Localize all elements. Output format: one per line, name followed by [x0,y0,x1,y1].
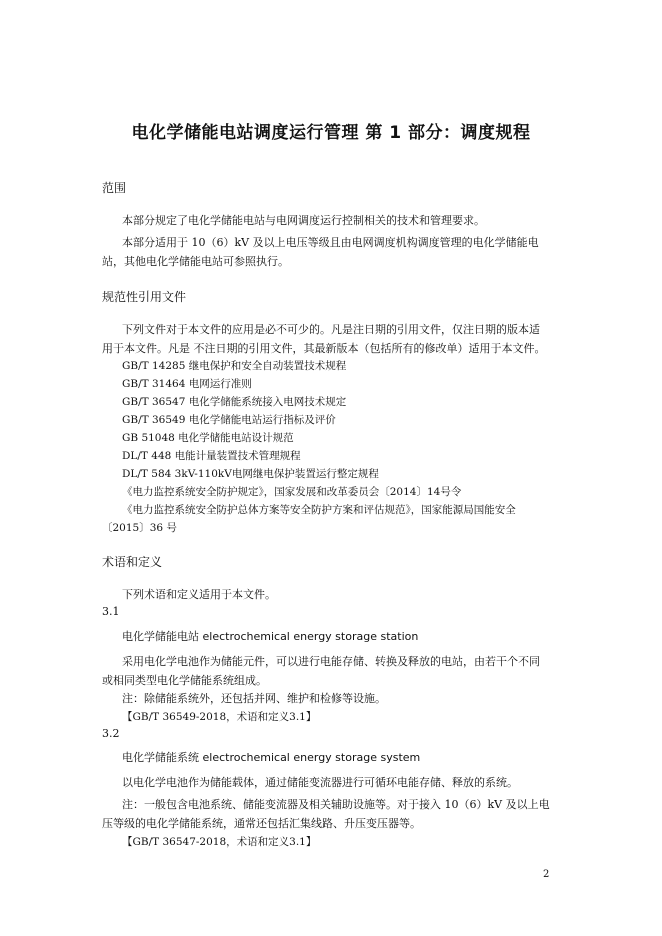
term-name: 电化学储能系统 electrochemical energy storage system [122,751,421,764]
term-source: 【GB/T 36549-2018，术语和定义3.1】 [122,711,317,723]
page-number: 2 [543,869,550,880]
term-definition-line-2: 或相同类型电化学储能系统组成。 [102,674,267,687]
references-intro-line-2: 用于本文件。凡是 不注日期的引用文件，其最新版本（包括所有的修改单）适用于本文件。 [102,342,546,355]
reference-item: GB/T 36549 电化学储能电站运行指标及评价 [122,414,336,426]
scope-paragraph-1: 本部分规定了电化学储能电站与电网调度运行控制相关的技术和管理要求。 [122,214,485,227]
reference-item: DL/T 448 电能计量装置技术管理规程 [122,450,301,462]
term-note: 注：除储能系统外，还包括并网、维护和检修等设施。 [122,692,386,705]
scope-paragraph-2-line-2: 站，其他电化学储能电站可参照执行。 [102,255,289,268]
reference-item: DL/T 584 3kV-110kV电网继电保护装置运行整定规程 [122,468,379,480]
page-title: 电化学储能电站调度运行管理 第 1 部分：调度规程 [131,123,531,143]
reference-item: GB 51048 电化学储能电站设计规范 [122,432,294,444]
section-heading-scope: 范围 [102,181,127,195]
terms-intro: 下列术语和定义适用于本文件。 [122,588,276,601]
term-note-line-2: 压等级的电化学储能系统，通常还包括汇集线路、升压变压器等。 [102,817,421,830]
term-number: 3.1 [102,605,120,618]
term-definition-line-1: 采用电化学电池作为储能元件，可以进行电能存储、转换及释放的电站，由若干个不同 [122,655,540,668]
reference-item: GB/T 36547 电化学储能系统接入电网技术规定 [122,396,347,408]
term-definition: 以电化学电池作为储能载体，通过储能变流器进行可循环电能存储、释放的系统。 [122,776,518,789]
term-name: 电化学储能电站 electrochemical energy storage station [122,630,419,643]
term-source: 【GB/T 36547-2018，术语和定义3.1】 [122,836,317,848]
section-heading-normative-references: 规范性引用文件 [102,290,187,304]
scope-paragraph-2-line-1: 本部分适用于 10（6）kV 及以上电压等级且由电网调度机构调度管理的电化学储能电 [122,236,539,249]
term-note-line-1: 注：一般包含电池系统、储能变流器及相关辅助设施等。对于接入 10（6）kV 及以上电 [122,798,550,811]
reference-item: 《电力监控系统安全防护总体方案等安全防护方案和评估规范》，国家能源局国能安全 [122,504,516,516]
term-number: 3.2 [102,727,120,740]
reference-item: GB/T 31464 电网运行准则 [122,378,252,390]
reference-item: GB/T 14285 继电保护和安全自动装置技术规程 [122,360,347,372]
section-heading-terms-definitions: 术语和定义 [102,555,163,569]
reference-item-continuation: 〔2015〕36 号 [102,522,177,534]
references-intro-line-1: 下列文件对于本文件的应用是必不可少的。凡是注日期的引用文件，仅注日期的版本适 [122,323,540,336]
reference-item: 《电力监控系统安全防护规定》，国家发展和改革委员会〔2014〕14号令 [122,486,462,498]
